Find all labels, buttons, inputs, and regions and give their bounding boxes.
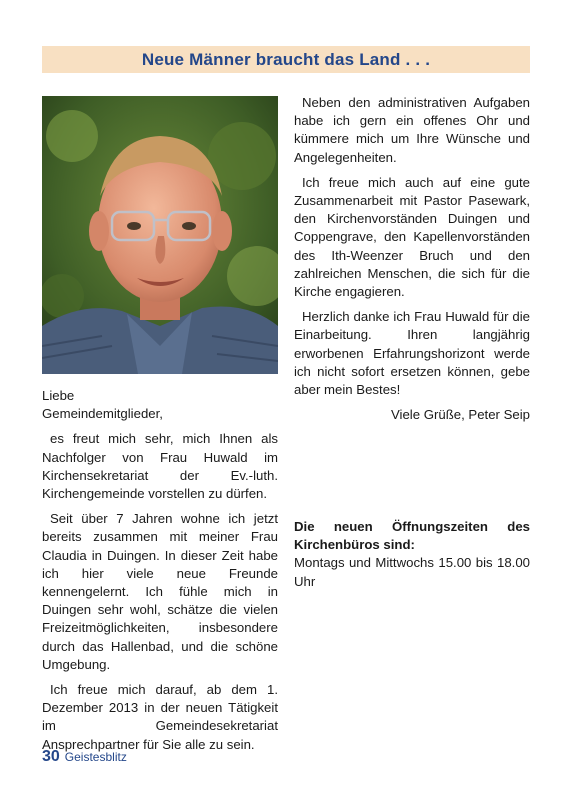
right-paragraph-3: Herzlich danke ich Frau Huwald für die Einarbeitung. Ihren langjährig erworbenen Erfahrungshorizont werde ich nicht sofort ersetzen können, gebe aber mein Bestes! bbox=[294, 309, 530, 398]
signature: Viele Grüße, Peter Seip bbox=[390, 407, 530, 423]
page-footer bbox=[42, 748, 127, 766]
portrait-photo bbox=[42, 96, 278, 374]
left-paragraph-2: Seit über 7 Jahren wohne ich jetzt bereits zusammen mit meiner Frau Claudia in Duingen. In dieser Zeit habe ich hier viele neue Freunde kennengelernt. Ich fühle mich in Duingen sehr wohl, schätze die vielen Freizeitmöglichkeiten, insbesondere durch das Hallenbad, und die schöne Umgebung. bbox=[42, 511, 278, 672]
magazine-name: Geistesblitz bbox=[64, 750, 127, 764]
right-paragraph-1: Neben den administrativen Aufgaben habe ich gern ein offenes Ohr und kümmere mich um Ihre Wünsche und Angelegenheiten. bbox=[294, 95, 530, 165]
office-hours-title: Die neuen Öffnungszeiten des Kirchenbüros sind: bbox=[294, 519, 530, 553]
salutation bbox=[42, 387, 278, 423]
left-paragraph-3: Ich freue mich darauf, ab dem 1. Dezember 2013 in der neuen Tätigkeit im Gemeindesekretariat Ansprechpartner für Sie alle zu sein. bbox=[42, 682, 278, 752]
portrait-image bbox=[42, 96, 278, 374]
office-hours-box bbox=[294, 518, 530, 591]
salutation-line-2: Gemeindemitglieder, bbox=[42, 406, 163, 422]
left-column-text bbox=[42, 387, 278, 761]
right-column-text bbox=[294, 94, 530, 431]
page-number: 30 bbox=[42, 748, 60, 765]
page-title: Neue Männer braucht das Land . . . bbox=[141, 49, 431, 69]
right-paragraph-2: Ich freue mich auch auf eine gute Zusammenarbeit mit Pastor Pasewark, den Kirchenvorständen Duingen und Coppengrave, den Kapellenvorständen des Ith-Weenzer Bruch und den zahlreichen Menschen, die sich für die Kirche engagieren. bbox=[294, 174, 530, 300]
salutation-line-1: Liebe bbox=[42, 388, 75, 403]
title-banner bbox=[42, 46, 530, 73]
left-paragraph-1: es freut mich sehr, mich Ihnen als Nachfolger von Frau Huwald im Kirchensekretariat der Ev.-luth. Kirchengemeinde vorstellen zu dürfen. bbox=[42, 431, 278, 502]
office-hours-text: Montags und Mittwochs 15.00 bis 18.00 Uhr bbox=[294, 555, 530, 589]
